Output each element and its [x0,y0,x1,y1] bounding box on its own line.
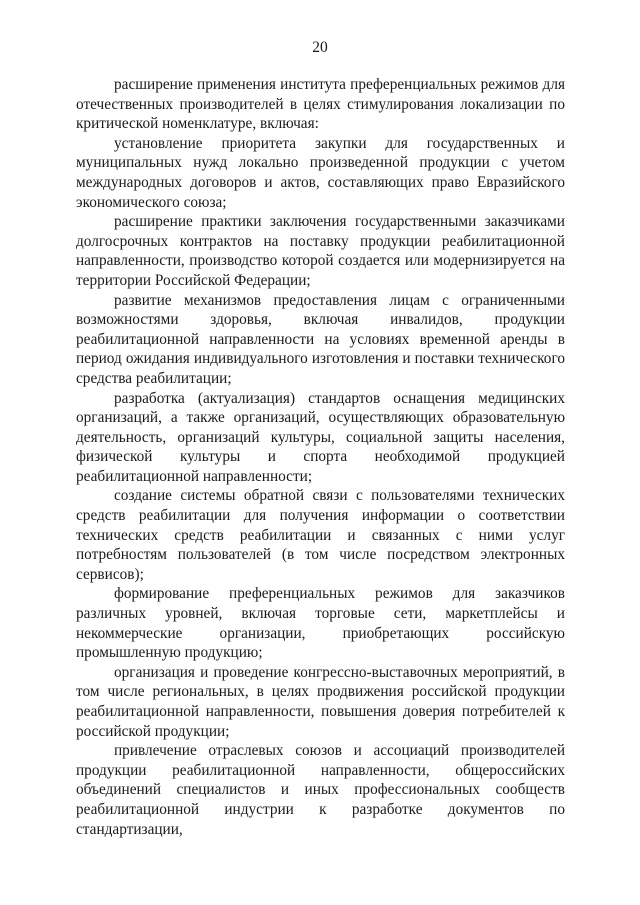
paragraph-industry-associations: привлечение отраслевых союзов и ассоциаций производителей продукции реабилитационной направленности, общероссийских объединений специалистов и иных профессиональных сообществ реабилитационной индустрии к разработке документов по стандартизации, [76,742,565,838]
document-body [76,75,565,839]
paragraph-exhibition-events: организация и проведение конгрессно-выставочных мероприятий, в том числе региональных, в целях продвижения российской продукции реабилитационной направленности, повышения доверия потребителей к российской продукции; [76,663,565,740]
page-number: 20 [312,39,328,56]
paragraph-preferential-regimes: формирование преференциальных режимов для заказчиков различных уровней, включая торговые сети, маркетплейсы и некоммерческие организации, приобретающих российскую промышленную продукцию; [76,585,565,662]
paragraph-feedback-system: создание системы обратной связи с пользователями технических средств реабилитации для получения информации о соответствии технических средств реабилитации и связанных с ними услуг потребностям пользователей (в том числе посредством электронных сервисов); [76,487,565,583]
paragraph-localization-preferences: расширение применения института преференциальных режимов для отечественных производителей в целях стимулирования локализации по критической номенклатуре, включая: [76,76,565,133]
paragraph-procurement-priority: установление приоритета закупки для государственных и муниципальных нужд локально произведенной продукции с учетом международных договоров и актов, составляющих право Евразийского экономического союза; [76,134,565,211]
paragraph-temporary-rental: развитие механизмов предоставления лицам с ограниченными возможностями здоровья, включая инвалидов, продукции реабилитационной направленности на условиях временной аренды в период ожидания индивидуального изготовления и поставки технического средства реабилитации; [76,291,565,387]
paragraph-long-term-contracts: расширение практики заключения государственными заказчиками долгосрочных контрактов на поставку продукции реабилитационной направленности, производство которой создается или модернизируется на территории Российской Федерации; [76,213,565,289]
paragraph-equipment-standards: разработка (актуализация) стандартов оснащения медицинских организаций, а также организаций, осуществляющих образовательную деятельность, организаций культуры, социальной защиты населения, физической культуры и спорта необходимой продукцией реабилитационной направленности; [76,389,565,485]
